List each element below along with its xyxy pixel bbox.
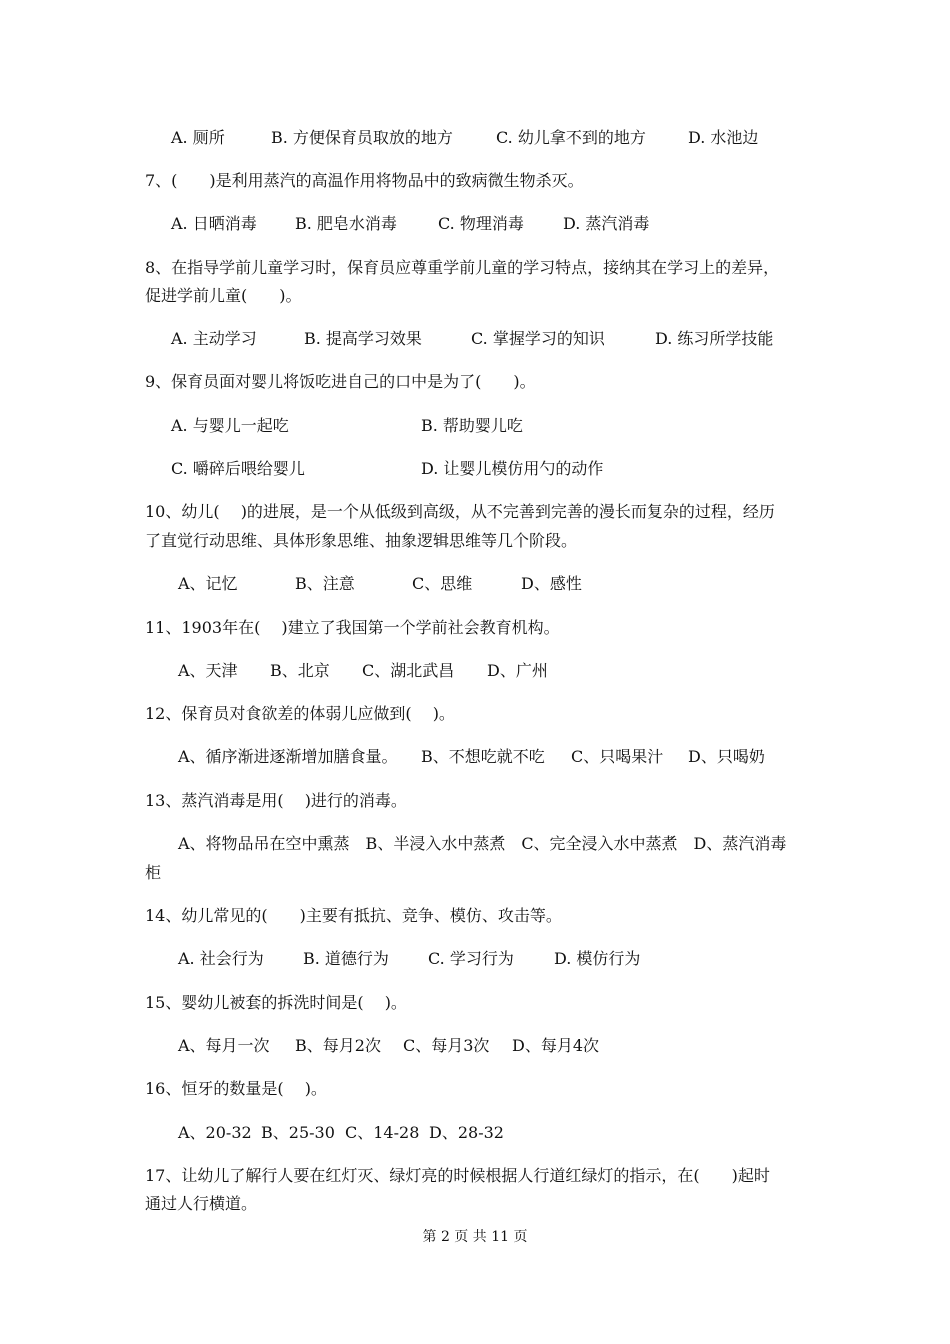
q13-options: A、将物品吊在空中熏蒸 B、半浸入水中蒸煮 C、完全浸入水中蒸煮 D、蒸汽消毒 xyxy=(178,834,787,853)
q12-option-c: C、只喝果汁 xyxy=(571,747,664,766)
q12-option-a: A、循序渐进逐渐增加膳食量。 xyxy=(178,747,398,766)
q9-option-a: A. 与婴儿一起吃 xyxy=(171,416,289,435)
q14-option-c: C. 学习行为 xyxy=(428,949,514,968)
q10-text-line1: 10、幼儿( )的进展，是一个从低级到高级，从不完善到完善的漫长而复杂的过程，经历 xyxy=(145,502,775,521)
q9-option-c: C. 嚼碎后喂给婴儿 xyxy=(171,459,305,478)
q14-text: 14、幼儿常见的( )主要有抵抗、竞争、模仿、攻击等。 xyxy=(145,906,562,925)
page-number: 第 2 页 共 11 页 xyxy=(422,1229,528,1245)
q10-text-line2: 了直觉行动思维、具体形象思维、抽象逻辑思维等几个阶段。 xyxy=(145,531,578,550)
q8-option-c: C. 掌握学习的知识 xyxy=(471,329,605,348)
q14-option-d: D. 模仿行为 xyxy=(554,949,641,968)
q7-option-d: D. 蒸汽消毒 xyxy=(563,214,650,233)
q11-option-d: D、广州 xyxy=(487,661,548,680)
q8-text-line1: 8、在指导学前儿童学习时，保育员应尊重学前儿童的学习特点，接纳其在学习上的差异， xyxy=(145,258,780,277)
q10-option-b: B、注意 xyxy=(295,574,355,593)
q6-option-b: B. 方便保育员取放的地方 xyxy=(271,128,453,147)
q11-option-b: B、北京 xyxy=(270,661,330,680)
q17-text-line1: 17、让幼儿了解行人要在红灯灭、绿灯亮的时候根据人行道红绿灯的指示，在( )起时 xyxy=(145,1166,770,1185)
q7-option-b: B. 肥皂水消毒 xyxy=(295,214,397,233)
q16-text: 16、恒牙的数量是( )。 xyxy=(145,1079,327,1098)
q13-options-wrap: 柜 xyxy=(145,863,162,882)
q8-text-line2: 促进学前儿童( )。 xyxy=(145,286,302,305)
q11-option-a: A、天津 xyxy=(178,661,238,680)
q14-option-a: A. 社会行为 xyxy=(178,949,264,968)
q16-option-c: C、14-28 xyxy=(345,1123,420,1142)
q16-option-b: B、25-30 xyxy=(261,1123,335,1142)
q6-option-c: C. 幼儿拿不到的地方 xyxy=(496,128,646,147)
q12-option-b: B、不想吃就不吃 xyxy=(421,747,545,766)
q6-option-d: D. 水池边 xyxy=(688,128,759,147)
q10-option-a: A、记忆 xyxy=(178,574,238,593)
q9-text: 9、保育员面对婴儿将饭吃进自己的口中是为了( )。 xyxy=(145,372,536,391)
q11-option-c: C、湖北武昌 xyxy=(362,661,455,680)
q16-option-d: D、28-32 xyxy=(429,1123,504,1142)
q7-option-a: A. 日晒消毒 xyxy=(171,214,257,233)
q10-option-d: D、感性 xyxy=(521,574,582,593)
q11-text: 11、1903年在( )建立了我国第一个学前社会教育机构。 xyxy=(145,618,560,637)
q7-option-c: C. 物理消毒 xyxy=(438,214,524,233)
q8-option-d: D. 练习所学技能 xyxy=(655,329,774,348)
q14-option-b: B. 道德行为 xyxy=(303,949,389,968)
q15-option-a: A、每月一次 xyxy=(178,1036,270,1055)
q10-option-c: C、思维 xyxy=(412,574,473,593)
q16-option-a: A、20-32 xyxy=(178,1123,252,1142)
q9-option-d: D. 让婴儿模仿用勺的动作 xyxy=(421,459,604,478)
q15-option-d: D、每月4次 xyxy=(512,1036,600,1055)
q15-option-b: B、每月2次 xyxy=(295,1036,381,1055)
q15-option-c: C、每月3次 xyxy=(403,1036,490,1055)
q12-option-d: D、只喝奶 xyxy=(688,747,765,766)
q9-option-b: B. 帮助婴儿吃 xyxy=(421,416,523,435)
q13-text: 13、蒸汽消毒是用( )进行的消毒。 xyxy=(145,791,407,810)
q12-text: 12、保育员对食欲差的体弱儿应做到( )。 xyxy=(145,704,455,723)
q7-text: 7、( )是利用蒸汽的高温作用将物品中的致病微生物杀灭。 xyxy=(145,171,584,190)
q8-option-b: B. 提高学习效果 xyxy=(304,329,422,348)
q6-option-a: A. 厕所 xyxy=(171,128,225,147)
q17-text-line2: 通过人行横道。 xyxy=(145,1194,258,1213)
q15-text: 15、婴幼儿被套的拆洗时间是( )。 xyxy=(145,993,407,1012)
q8-option-a: A. 主动学习 xyxy=(171,329,257,348)
